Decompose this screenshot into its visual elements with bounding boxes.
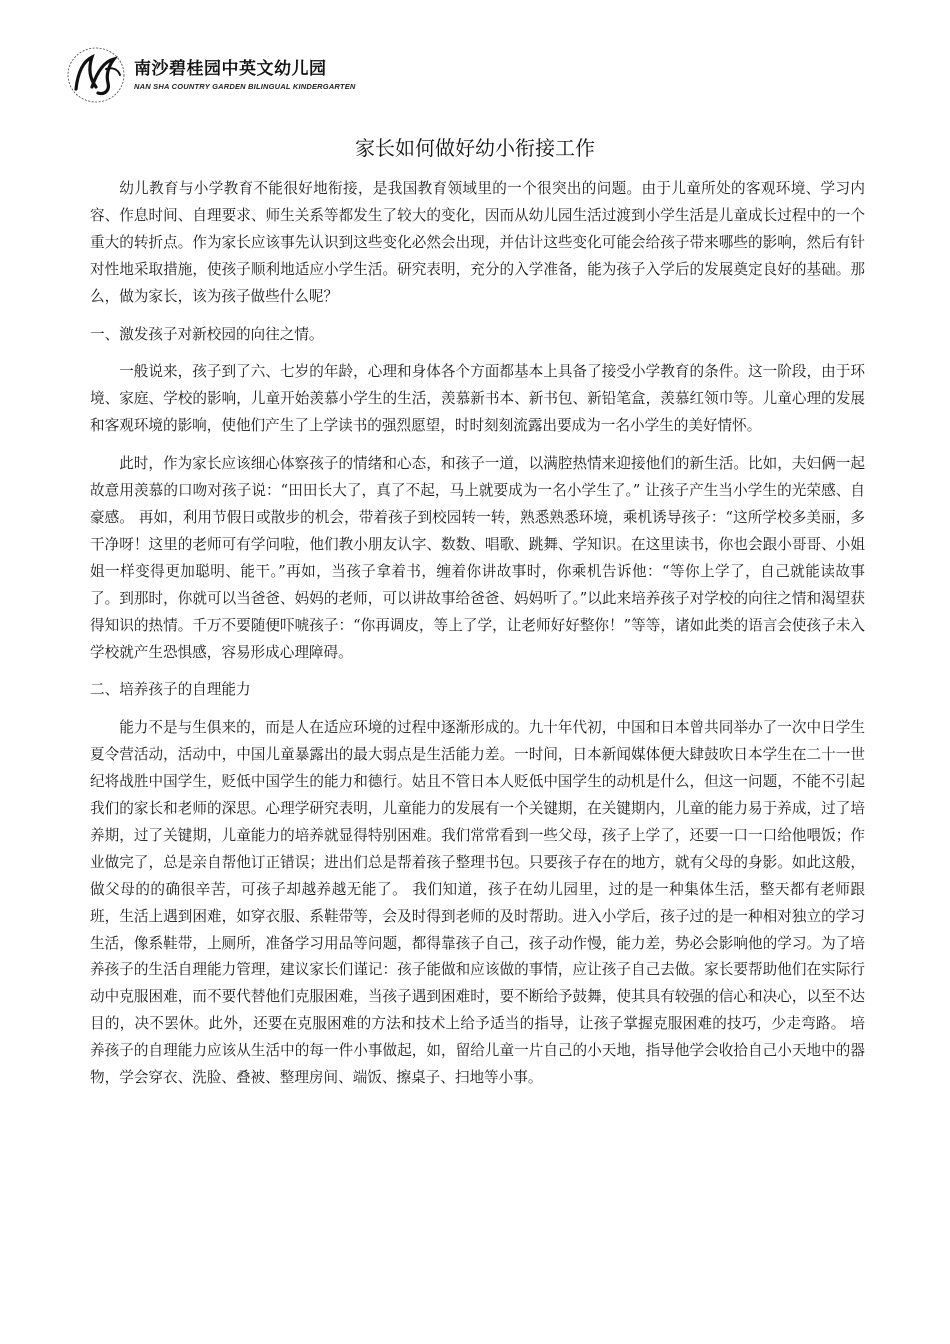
intro-paragraph: 幼儿教育与小学教育不能很好地衔接，是我国教育领域里的一个很突出的问题。由于儿童所处的客观环境、学习内容、作息时间、自理要求、师生关系等都发生了较大的变化，因而从幼儿园生活过渡到小学生活是儿童成长过程中的一个重大的转折点。作为家长应该事先认识到这些变化必然会出现，并估计这些变化可能会给孩子带来哪些的影响，然后有针对性地采取措施，使孩子顺利地适应小学生活。研究表明，充分的入学准备，能为孩子入学后的发展奠定良好的基础。那么，做为家长，该为孩子做些什么呢？ xyxy=(90,180,865,305)
section1-paragraph-1: 一般说来，孩子到了六、七岁的年龄，心理和身体各个方面都基本上具备了接受小学教育的条件。这一阶段，由于环境、家庭、学校的影响，儿童开始羡慕小学生的生活，羡慕新书本、新书包、新铅笔盒，羡慕红领巾等。儿童心理的发展和客观环境的影响，使他们产生了上学读书的强烈愿望，时时刻刻流露出要成为一名小学生的美好情怀。 xyxy=(90,363,865,435)
section2-heading: 二、培养孩子的自理能力 xyxy=(90,681,251,699)
school-names xyxy=(134,59,356,91)
school-name-en: NAN SHA COUNTRY GARDEN BILINGUAL KINDERGARTEN xyxy=(134,82,356,91)
section2-paragraph-1: 能力不是与生俱来的，而是人在适应环境的过程中逐渐形成的。九十年代初，中国和日本曾共同举办了一次中日学生夏令营活动，活动中，中国儿童暴露出的最大弱点是生活能力差。一时间，日本新闻媒体便大肆鼓吹日本学生在二十一世纪将战胜中国学生，贬低中国学生的能力和德行。姑且不管日本人贬低中国学生的动机是什么，但这一问题，不能不引起我们的家长和老师的深思。心理学研究表明，儿童能力的发展有一个关键期，在关键期内，儿童的能力易于养成，过了培养期，过了关键期，儿童能力的培养就显得特别困难。我们常常看到一些父母，孩子上学了，还要一口一口给他喂饭；作业做完了，总是亲自帮他订正错误；进出们总是帮着孩子整理书包。只要孩子存在的地方，就有父母的身影。如此这般，做父母的的确很辛苦，可孩子却越养越无能了。 我们知道，孩子在幼儿园里，过的是一种集体生活，整天都有老师跟班，生活上遇到困难，如穿衣服、系鞋带等，会及时得到老师的及时帮助。进入小学后，孩子过的是一种相对独立的学习生活，像系鞋带，上厕所，准备学习用品等问题，都得靠孩子自己，孩子动作慢，能力差，势必会影响他的学习。为了培养孩子的生活自理能力管理，建议家长们谨记：孩子能做和应该做的事情，应让孩子自己去做。家长要帮助他们在实际行动中克服困难，而不要代替他们克服困难，当孩子遇到困难时，要不断给予鼓舞，使其具有较强的信心和决心，以至不达目的，决不罢休。此外，还要在克服困难的方法和技术上给予适当的指导，让孩子掌握克服困难的技巧，少走弯路。 培养孩子的自理能力应该从生活中的每一件小事做起，如，留给儿童一片自己的小天地，指导他学会收拾自己小天地中的器物，学会穿衣、洗脸、叠被、整理房间、端饭、擦桌子、扫地等小事。 xyxy=(90,719,865,1087)
school-name-cn: 南沙碧桂园中英文幼儿园 xyxy=(134,59,327,79)
document-title: 家长如何做好幼小衔接工作 xyxy=(355,136,595,160)
section1-paragraph-2: 此时，作为家长应该细心体察孩子的情绪和心态，和孩子一道，以满腔热情来迎接他们的新生活。比如，夫妇俩一起故意用羡慕的口吻对孩子说：“田田长大了，真了不起，马上就要成为一名小学生了。” 让孩子产生当小学生的光荣感、自豪感。 再如，利用节假日或散步的机会，带着孩子到校园转一转，熟悉熟悉环境，乘机诱导孩子：“这所学校多美丽，多干净呀！这里的老师可有学问啦，他们教小朋友认字、数数、唱歌、跳舞、学知识。在这里读书，你也会跟小哥哥、小姐姐一样变得更加聪明、能干。”再如，当孩子拿着书，缠着你讲故事时，你乘机告诉他：“等你上学了，自己就能读故事了。到那时，你就可以当爸爸、妈妈的老师，可以讲故事给爸爸、妈妈听了。”以此来培养孩子对学校的向往之情和渴望获得知识的热情。千万不要随便吓唬孩子：“你再调皮，等上了学，让老师好好整你！”等等，诸如此类的语言会使孩子未入学校就产生恐惧感，容易形成心理障碍。 xyxy=(90,455,865,661)
page-header xyxy=(62,40,356,110)
document-body xyxy=(90,176,865,1092)
school-logo-icon xyxy=(62,39,134,111)
section1-heading: 一、激发孩子对新校园的向往之情。 xyxy=(90,325,324,343)
